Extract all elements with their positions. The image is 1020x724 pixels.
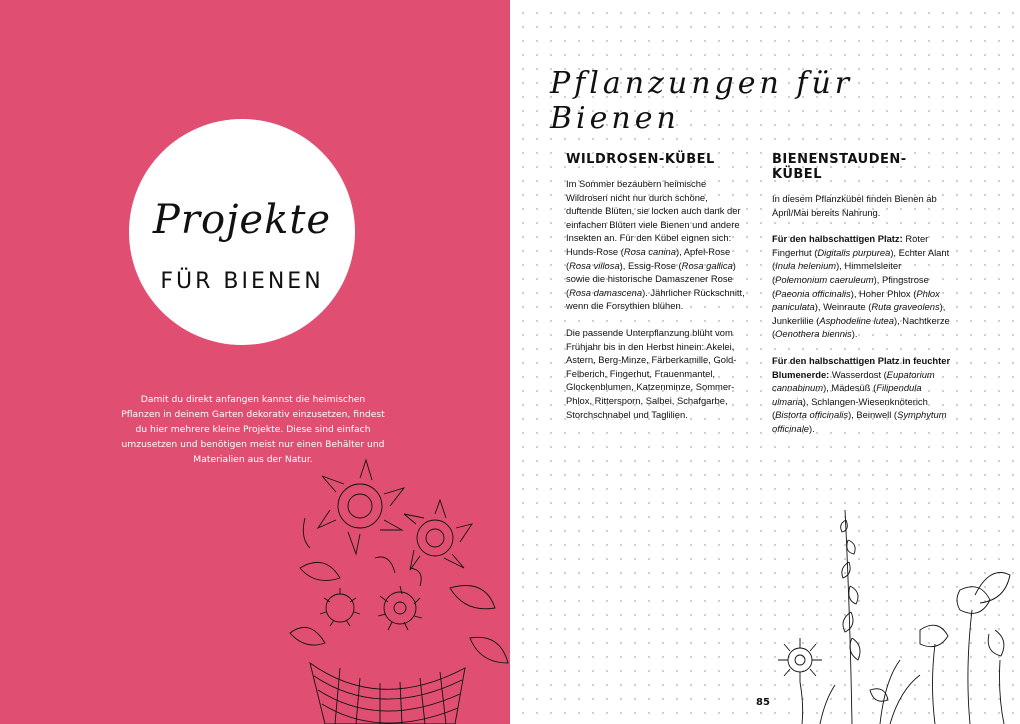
wildrosen-heading: WILDROSEN-KÜBEL [566,152,715,167]
wildrosen-paragraph-1: Im Sommer bezaubern heimische Wildrosen nicht nur durch schöne, duftende Blüten, sie locken auch dank der einfachen Blüten viele Bienen und andere Insekten an. Für den Kübel eignen sich: Hunds-Rose (Rosa canina), Apfel-Rose (Rosa villosa), Essig-Rose (Rosa gallica) sowie die historische Damaszener Rose (Rosa damascena). Jährlicher Rückschnitt, wenn die Forsythien blühen. [566,178,745,312]
bienenstauden-paragraph-2: Für den halbschattigen Platz: Roter Fingerhut (Digitalis purpurea), Echter Alant (Inula helenium), Himmelsleiter (Polemonium caeruleum), Pfingstrose (Paeonia officinalis), Hoher Phlox (Phlox paniculata), Weinraute (Ruta graveolens), Junkerlilie (Asphodeline lutea), Nachtkerze (Oenothera biennis). [772,233,950,340]
wildrosen-paragraph-2: Die passende Unterpflanzung blüht vom Frühjahr bis in den Herbst hinein: Akelei, Astern, Berg-Minze, Färberkamille, Gold-Felberich, Fingerhut, Frauenmantel, Glockenblumen, Katzenminze, Sommer-Phlox, Rittersporn, Salbei, Schafgarbe, Storchschnabel und Taglilien. [566,326,737,420]
bienenstauden-heading: BIENENSTAUDEN-KÜBEL [772,152,907,182]
title-circle [129,119,355,345]
column-wildrosen [566,152,746,434]
column-bienenstauden [772,152,952,449]
bienenstauden-paragraph-1: In diesem Pflanzkübel finden Bienen ab April/Mai bereits Nahrung. [772,193,937,218]
title-subtitle: FÜR BIENEN [160,269,324,294]
page-heading: Pflanzungen für Bienen [550,66,854,136]
title-script: Projekte [152,197,332,243]
intro-text: Damit du direkt anfangen kannst die heimischen Pflanzen in deinem Garten dekorativ einzusetzen, findest du hier mehrere kleine Projekte. Diese sind einfach umzusetzen und benötigen meist nur einen Behälter und Materialien aus der Natur. [121,394,385,465]
right-page [510,0,1020,724]
page-number: 85 [756,697,770,708]
bienenstauden-paragraph-3: Für den halbschattigen Platz in feuchter Blumenerde: Wasserdost (Eupatorium cannabinum), Mädesüß (Filipendula ulmaria), Schlangen-Wiesenknöterich (Bistorta officinalis), Beinwell (Symphytum officinale). [772,354,951,434]
wildflower-illustration [760,510,1020,724]
flower-basket-illustration [280,458,510,724]
